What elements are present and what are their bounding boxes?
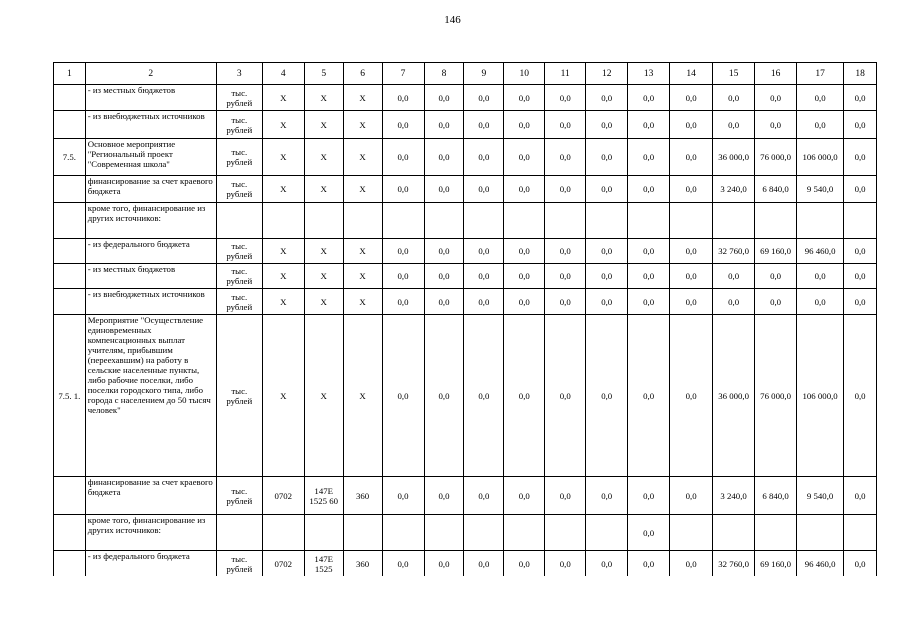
table-cell: X bbox=[262, 239, 304, 264]
table-cell: 0,0 bbox=[382, 477, 424, 515]
table-row bbox=[54, 289, 877, 315]
table-cell bbox=[54, 477, 86, 515]
table-cell: 0,0 bbox=[545, 111, 586, 139]
table-cell: 0,0 bbox=[628, 551, 670, 577]
table-cell: 0,0 bbox=[464, 176, 504, 203]
table-cell: - из федерального бюджета bbox=[85, 551, 216, 577]
table-cell: 0,0 bbox=[504, 264, 545, 289]
table-cell: 0,0 bbox=[504, 111, 545, 139]
header-row bbox=[54, 63, 877, 85]
table-cell: 0,0 bbox=[586, 239, 628, 264]
table-cell: 76 000,0 bbox=[755, 315, 797, 477]
table-cell: тыс. рублей bbox=[216, 551, 262, 577]
table-body bbox=[54, 63, 877, 577]
table-row bbox=[54, 111, 877, 139]
table-cell: X bbox=[343, 85, 382, 111]
header-cell: 17 bbox=[797, 63, 844, 85]
table-cell: Мероприятие "Осуществление единовременных компенсационных выплат учителям, прибывшим (переехавшим) на работу в сельские населенные пункты, либо рабочие поселки, либо поселки городского типа, либо города с населением до 50 тысяч человек" bbox=[85, 315, 216, 477]
table-cell bbox=[797, 515, 844, 551]
table-cell: 0,0 bbox=[628, 515, 670, 551]
table-cell: 0,0 bbox=[545, 176, 586, 203]
table-cell: 0,0 bbox=[586, 289, 628, 315]
table-cell: 0,0 bbox=[628, 289, 670, 315]
header-cell: 8 bbox=[424, 63, 464, 85]
header-cell: 3 bbox=[216, 63, 262, 85]
table-cell: 0,0 bbox=[382, 139, 424, 176]
table-cell: тыс. рублей bbox=[216, 85, 262, 111]
table-cell bbox=[545, 515, 586, 551]
table-cell: 9 540,0 bbox=[797, 176, 844, 203]
table-cell: 0,0 bbox=[424, 477, 464, 515]
table-cell: 0,0 bbox=[670, 289, 713, 315]
table-cell bbox=[424, 515, 464, 551]
table-cell: 0,0 bbox=[713, 289, 755, 315]
table-cell: X bbox=[304, 176, 343, 203]
table-cell: тыс. рублей bbox=[216, 139, 262, 176]
table-cell: 0,0 bbox=[586, 139, 628, 176]
table-cell: X bbox=[262, 85, 304, 111]
table-cell: 0,0 bbox=[586, 85, 628, 111]
table-cell: 0,0 bbox=[424, 176, 464, 203]
table-cell: 0,0 bbox=[586, 551, 628, 577]
table-cell bbox=[464, 203, 504, 239]
table-cell: X bbox=[343, 239, 382, 264]
table-cell: X bbox=[304, 264, 343, 289]
table-cell: 0,0 bbox=[670, 551, 713, 577]
table-cell: кроме того, финансирование из других источников: bbox=[85, 515, 216, 551]
table-cell: 0,0 bbox=[382, 85, 424, 111]
table-cell bbox=[545, 203, 586, 239]
table-cell bbox=[844, 203, 877, 239]
table-cell: 147E 1525 bbox=[304, 551, 343, 577]
table-cell: 7.5. 1. bbox=[54, 315, 86, 477]
table-cell: 0,0 bbox=[844, 139, 877, 176]
table-cell: 0,0 bbox=[586, 176, 628, 203]
table-cell: тыс. рублей bbox=[216, 239, 262, 264]
table-cell: X bbox=[304, 85, 343, 111]
table-cell: X bbox=[343, 289, 382, 315]
table-row bbox=[54, 176, 877, 203]
table-cell bbox=[262, 203, 304, 239]
table-cell: X bbox=[304, 139, 343, 176]
table-cell: 0,0 bbox=[545, 264, 586, 289]
table-cell: 9 540,0 bbox=[797, 477, 844, 515]
table-cell: 0,0 bbox=[545, 85, 586, 111]
table-cell: 0,0 bbox=[504, 315, 545, 477]
table-cell: финансирование за счет краевого бюджета bbox=[85, 477, 216, 515]
table-cell: 0,0 bbox=[424, 139, 464, 176]
table-cell: 360 bbox=[343, 477, 382, 515]
table-cell: 0702 bbox=[262, 477, 304, 515]
table-cell: 0,0 bbox=[382, 289, 424, 315]
table-cell: 0,0 bbox=[382, 315, 424, 477]
header-cell: 6 bbox=[343, 63, 382, 85]
table-cell: 0,0 bbox=[628, 239, 670, 264]
table-cell: 6 840,0 bbox=[755, 477, 797, 515]
table-cell: 0,0 bbox=[670, 264, 713, 289]
table-cell: 0,0 bbox=[504, 239, 545, 264]
table-cell: 0,0 bbox=[670, 176, 713, 203]
table-cell: 0,0 bbox=[504, 551, 545, 577]
table-cell bbox=[464, 515, 504, 551]
header-cell: 5 bbox=[304, 63, 343, 85]
table-cell: X bbox=[343, 264, 382, 289]
table-cell: 0,0 bbox=[545, 551, 586, 577]
table-cell: 0,0 bbox=[713, 85, 755, 111]
table-cell: X bbox=[304, 315, 343, 477]
table-cell: тыс. рублей bbox=[216, 477, 262, 515]
table-cell: 0,0 bbox=[713, 111, 755, 139]
table-cell: 0,0 bbox=[628, 477, 670, 515]
budget-table-container bbox=[53, 62, 877, 576]
table-cell: 106 000,0 bbox=[797, 139, 844, 176]
table-cell bbox=[628, 203, 670, 239]
table-cell: X bbox=[262, 315, 304, 477]
table-cell bbox=[54, 203, 86, 239]
table-cell: 0,0 bbox=[424, 264, 464, 289]
table-cell: 32 760,0 bbox=[713, 239, 755, 264]
table-cell: 0,0 bbox=[844, 264, 877, 289]
table-cell: 0,0 bbox=[424, 551, 464, 577]
table-cell: 0,0 bbox=[628, 111, 670, 139]
table-cell: 0,0 bbox=[464, 315, 504, 477]
table-cell: 0,0 bbox=[504, 85, 545, 111]
table-cell: Основное мероприятие "Региональный проект "Современная школа" bbox=[85, 139, 216, 176]
table-cell bbox=[54, 289, 86, 315]
table-cell: 3 240,0 bbox=[713, 176, 755, 203]
table-cell: 0,0 bbox=[670, 315, 713, 477]
header-cell: 14 bbox=[670, 63, 713, 85]
table-cell: X bbox=[262, 111, 304, 139]
table-row bbox=[54, 315, 877, 477]
table-cell: 0,0 bbox=[504, 289, 545, 315]
header-cell: 1 bbox=[54, 63, 86, 85]
table-cell: 0,0 bbox=[545, 239, 586, 264]
table-cell: X bbox=[262, 289, 304, 315]
table-cell: 0,0 bbox=[504, 477, 545, 515]
table-cell: 0,0 bbox=[628, 139, 670, 176]
table-cell bbox=[382, 203, 424, 239]
header-cell: 16 bbox=[755, 63, 797, 85]
table-cell: - из местных бюджетов bbox=[85, 264, 216, 289]
table-cell bbox=[670, 515, 713, 551]
table-cell: 3 240,0 bbox=[713, 477, 755, 515]
table-cell: 0,0 bbox=[382, 111, 424, 139]
table-cell: X bbox=[304, 289, 343, 315]
header-cell: 10 bbox=[504, 63, 545, 85]
budget-table bbox=[53, 62, 877, 576]
table-cell: 0,0 bbox=[844, 176, 877, 203]
table-cell bbox=[844, 515, 877, 551]
table-cell bbox=[304, 515, 343, 551]
table-cell bbox=[216, 515, 262, 551]
header-cell: 15 bbox=[713, 63, 755, 85]
table-cell: финансирование за счет краевого бюджета bbox=[85, 176, 216, 203]
table-cell bbox=[755, 515, 797, 551]
table-cell: 0,0 bbox=[670, 111, 713, 139]
table-cell: 0,0 bbox=[628, 85, 670, 111]
table-cell bbox=[54, 111, 86, 139]
table-cell: 7.5. bbox=[54, 139, 86, 176]
table-cell bbox=[586, 203, 628, 239]
table-cell: 0,0 bbox=[628, 176, 670, 203]
table-cell: 69 160,0 bbox=[755, 239, 797, 264]
table-cell: 0,0 bbox=[586, 111, 628, 139]
table-row bbox=[54, 139, 877, 176]
table-cell bbox=[755, 203, 797, 239]
table-cell bbox=[54, 85, 86, 111]
table-row bbox=[54, 85, 877, 111]
table-cell: 0,0 bbox=[628, 315, 670, 477]
table-cell: 0,0 bbox=[586, 315, 628, 477]
header-cell: 2 bbox=[85, 63, 216, 85]
table-cell: 147E 1525 60 bbox=[304, 477, 343, 515]
table-cell: 0,0 bbox=[755, 289, 797, 315]
table-cell: 0,0 bbox=[464, 111, 504, 139]
table-cell: 36 000,0 bbox=[713, 139, 755, 176]
table-cell bbox=[343, 203, 382, 239]
table-cell: 0,0 bbox=[424, 289, 464, 315]
table-row bbox=[54, 477, 877, 515]
table-cell: - из местных бюджетов bbox=[85, 85, 216, 111]
table-cell bbox=[262, 515, 304, 551]
table-cell: 0,0 bbox=[464, 239, 504, 264]
table-cell: тыс. рублей bbox=[216, 264, 262, 289]
table-cell: 0,0 bbox=[464, 85, 504, 111]
table-cell: 96 460,0 bbox=[797, 239, 844, 264]
table-cell: X bbox=[262, 264, 304, 289]
table-cell: 0,0 bbox=[713, 264, 755, 289]
table-cell: тыс. рублей bbox=[216, 289, 262, 315]
table-cell: 36 000,0 bbox=[713, 315, 755, 477]
table-cell: 0,0 bbox=[464, 264, 504, 289]
table-cell: 0,0 bbox=[424, 315, 464, 477]
table-cell: 106 000,0 bbox=[797, 315, 844, 477]
table-cell: 0,0 bbox=[670, 477, 713, 515]
table-cell bbox=[382, 515, 424, 551]
table-cell bbox=[504, 203, 545, 239]
table-cell: 0,0 bbox=[424, 85, 464, 111]
table-cell: 32 760,0 bbox=[713, 551, 755, 577]
table-cell: 0,0 bbox=[545, 315, 586, 477]
table-cell: 0,0 bbox=[424, 239, 464, 264]
table-cell: 0,0 bbox=[382, 264, 424, 289]
table-cell: 0,0 bbox=[844, 289, 877, 315]
table-cell: 0,0 bbox=[504, 176, 545, 203]
table-cell: - из внебюджетных источников bbox=[85, 111, 216, 139]
table-cell: 0,0 bbox=[755, 111, 797, 139]
table-row bbox=[54, 203, 877, 239]
table-cell bbox=[54, 264, 86, 289]
header-cell: 11 bbox=[545, 63, 586, 85]
table-cell: 0,0 bbox=[464, 551, 504, 577]
table-cell: 69 160,0 bbox=[755, 551, 797, 577]
table-cell: 0,0 bbox=[382, 551, 424, 577]
table-cell: кроме того, финансирование из других источников: bbox=[85, 203, 216, 239]
header-cell: 13 bbox=[628, 63, 670, 85]
table-cell bbox=[216, 203, 262, 239]
table-cell: 76 000,0 bbox=[755, 139, 797, 176]
table-cell bbox=[54, 551, 86, 577]
table-cell: - из внебюджетных источников bbox=[85, 289, 216, 315]
table-cell: 0,0 bbox=[670, 139, 713, 176]
table-cell bbox=[54, 239, 86, 264]
table-cell: тыс. рублей bbox=[216, 315, 262, 477]
table-cell: X bbox=[343, 315, 382, 477]
table-cell bbox=[713, 203, 755, 239]
table-cell bbox=[424, 203, 464, 239]
table-row bbox=[54, 239, 877, 264]
table-cell: 0,0 bbox=[844, 111, 877, 139]
table-cell: 0,0 bbox=[670, 239, 713, 264]
header-cell: 12 bbox=[586, 63, 628, 85]
table-cell: 0,0 bbox=[844, 551, 877, 577]
table-cell bbox=[54, 515, 86, 551]
table-row bbox=[54, 515, 877, 551]
table-cell bbox=[343, 515, 382, 551]
table-cell: 0,0 bbox=[797, 264, 844, 289]
table-cell: 0,0 bbox=[504, 139, 545, 176]
table-cell: 0,0 bbox=[755, 264, 797, 289]
table-cell: 0,0 bbox=[844, 315, 877, 477]
table-cell bbox=[304, 203, 343, 239]
table-cell: 0,0 bbox=[628, 264, 670, 289]
table-cell bbox=[504, 515, 545, 551]
table-cell: 0,0 bbox=[844, 477, 877, 515]
table-row bbox=[54, 551, 877, 577]
table-cell: 0,0 bbox=[797, 111, 844, 139]
table-cell: X bbox=[343, 139, 382, 176]
table-cell: 0,0 bbox=[545, 139, 586, 176]
table-cell: - из федерального бюджета bbox=[85, 239, 216, 264]
page-number: 146 bbox=[444, 14, 461, 26]
table-cell: X bbox=[262, 139, 304, 176]
header-cell: 7 bbox=[382, 63, 424, 85]
table-cell: тыс. рублей bbox=[216, 176, 262, 203]
table-cell: 0,0 bbox=[797, 85, 844, 111]
table-cell bbox=[54, 176, 86, 203]
table-cell: 0,0 bbox=[844, 85, 877, 111]
table-cell: 0,0 bbox=[545, 477, 586, 515]
table-cell bbox=[586, 515, 628, 551]
table-cell: 0,0 bbox=[797, 289, 844, 315]
table-cell: X bbox=[343, 111, 382, 139]
table-cell: 0,0 bbox=[670, 85, 713, 111]
table-cell: X bbox=[262, 176, 304, 203]
table-cell: 0,0 bbox=[382, 239, 424, 264]
table-cell: 0,0 bbox=[464, 289, 504, 315]
table-cell: 0,0 bbox=[464, 477, 504, 515]
table-row bbox=[54, 264, 877, 289]
table-cell: X bbox=[343, 176, 382, 203]
table-cell: X bbox=[304, 111, 343, 139]
table-cell: 0702 bbox=[262, 551, 304, 577]
header-cell: 4 bbox=[262, 63, 304, 85]
header-cell: 9 bbox=[464, 63, 504, 85]
table-cell: тыс. рублей bbox=[216, 111, 262, 139]
table-cell bbox=[797, 203, 844, 239]
table-cell: 0,0 bbox=[755, 85, 797, 111]
table-cell: 0,0 bbox=[464, 139, 504, 176]
table-cell: 0,0 bbox=[586, 264, 628, 289]
table-cell: 0,0 bbox=[586, 477, 628, 515]
table-cell: 0,0 bbox=[844, 239, 877, 264]
table-cell: 96 460,0 bbox=[797, 551, 844, 577]
table-cell: 360 bbox=[343, 551, 382, 577]
table-cell: 0,0 bbox=[424, 111, 464, 139]
table-cell: 0,0 bbox=[382, 176, 424, 203]
table-cell bbox=[670, 203, 713, 239]
header-cell: 18 bbox=[844, 63, 877, 85]
table-cell: 6 840,0 bbox=[755, 176, 797, 203]
table-cell bbox=[713, 515, 755, 551]
table-cell: 0,0 bbox=[545, 289, 586, 315]
table-cell: X bbox=[304, 239, 343, 264]
